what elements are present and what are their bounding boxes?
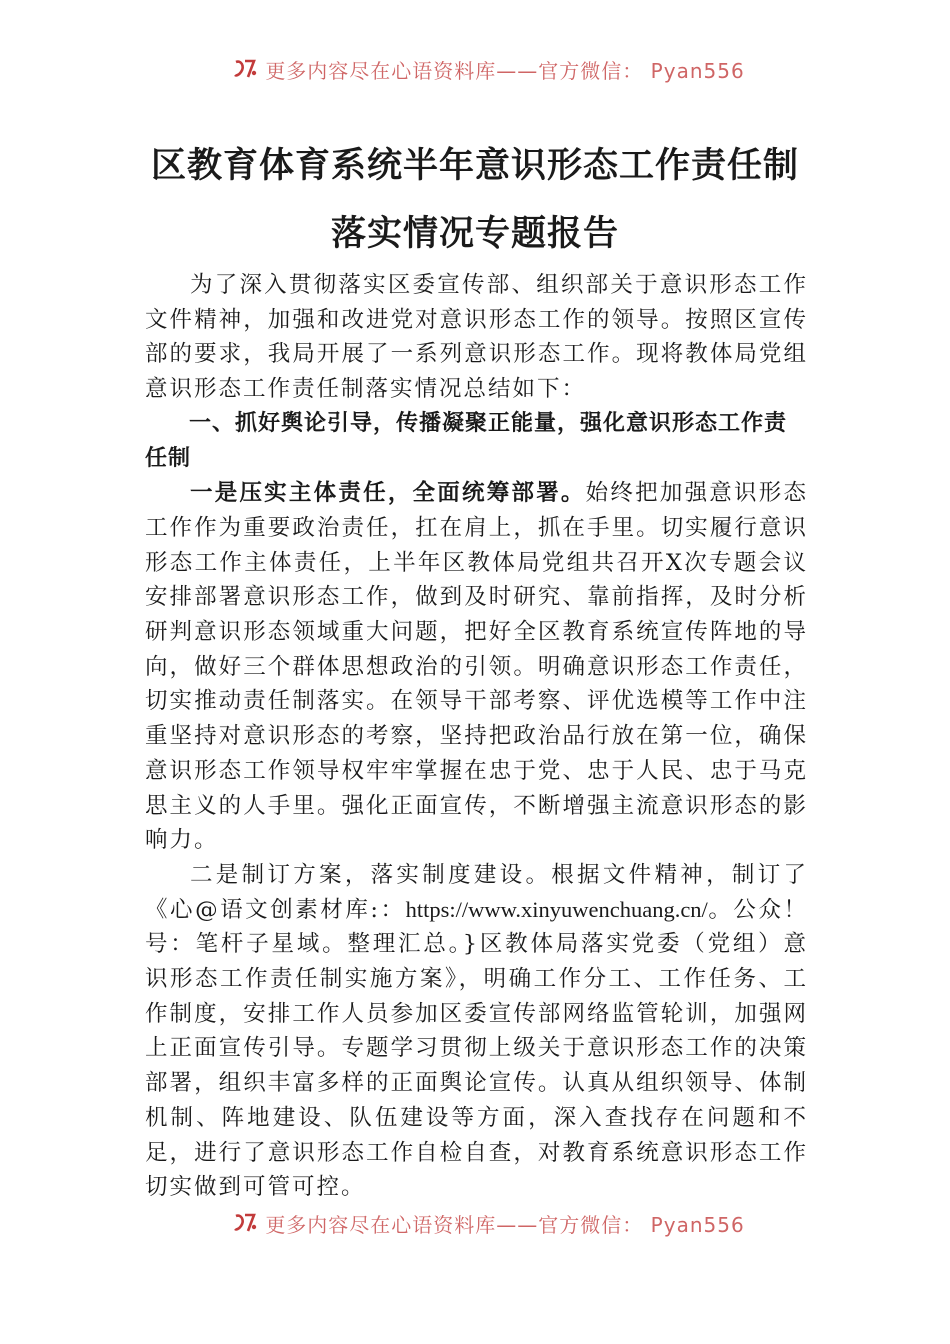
document-title-line-2: 落实情况专题报告 (330, 213, 619, 254)
watermark-banner-bottom (0, 1206, 950, 1240)
paragraph-2-lead: 二是制订方案，落实制度建设。 (190, 861, 552, 888)
brand-logo-icon (233, 1212, 259, 1234)
paragraph-2-text-a: 根据文件精神，制订了《心@语文创素材库:： (145, 861, 808, 923)
intro-paragraph: 为了深入贯彻落实区委宣传部、组织部关于意识形态工作文件精神，加强和改进党对意识形态工作的领导。按照区宣传部的要求，我局开展了一系列意识形态工作。现将教体局党组意识形态工作责任制落实情况总结如下： (145, 272, 808, 403)
document-title-line-1: 区教育体育系统半年意识形态工作责任制 (150, 145, 799, 186)
source-url: https://www.xinyuwenchuang.cn/ (405, 896, 708, 922)
paragraph-2 (145, 858, 808, 1205)
brand-logo-icon (233, 58, 259, 80)
document-body (145, 268, 808, 1205)
watermark-text: 更多内容尽在心语资料库——官方微信： Pyan556 (265, 1212, 745, 1237)
paragraph-2-text-b: 。公众！号：笔杆子星域。整理汇总。}区教体局落实党委（党组）意识形态工作责任制实施方案》，明确工作分工、工作任务、工作制度，安排工作人员参加区委宣传部网络监管轮训，加强网上正面宣传引导。专题学习贯彻上级关于意识形态工作的决策部署，组织丰富多样的正面舆论宣传。认真从组织领导、体制机制、阵地建设、队伍建设等方面，深入查找存在问题和不足，进行了意识形态工作自检自查，对教育系统意识形态工作切实做到可管可控。 (145, 896, 808, 1201)
watermark-text: 更多内容尽在心语资料库——官方微信： Pyan556 (265, 58, 745, 83)
section-heading-1: 一、抓好舆论引导，传播凝聚正能量，强化意识形态工作责任制 (145, 410, 788, 471)
paragraph-1-text: 始终把加强意识形态工作作为重要政治责任，扛在肩上，抓在手里。切实履行意识形态工作主体责任，上半年区教体局党组共召开X次专题会议安排部署意识形态工作，做到及时研究、靠前指挥，及时分析研判意识形态领域重大问题，把好全区教育系统宣传阵地的导向，做好三个群体思想政治的引领。明确意识形态工作责任，切实推动责任制落实。在领导干部考察、评优选模等工作中注重坚持对意识形态的考察，坚持把政治品行放在第一位，确保意识形态工作领导权牢牢掌握在忠于党、忠于人民、忠于马克思主义的人手里。强化正面宣传，不断增强主流意识形态的影响力。 (145, 480, 808, 854)
paragraph-1 (145, 476, 808, 858)
paragraph-1-lead: 一是压实主体责任，全面统筹部署。 (190, 480, 586, 507)
watermark-banner-top (0, 52, 950, 86)
